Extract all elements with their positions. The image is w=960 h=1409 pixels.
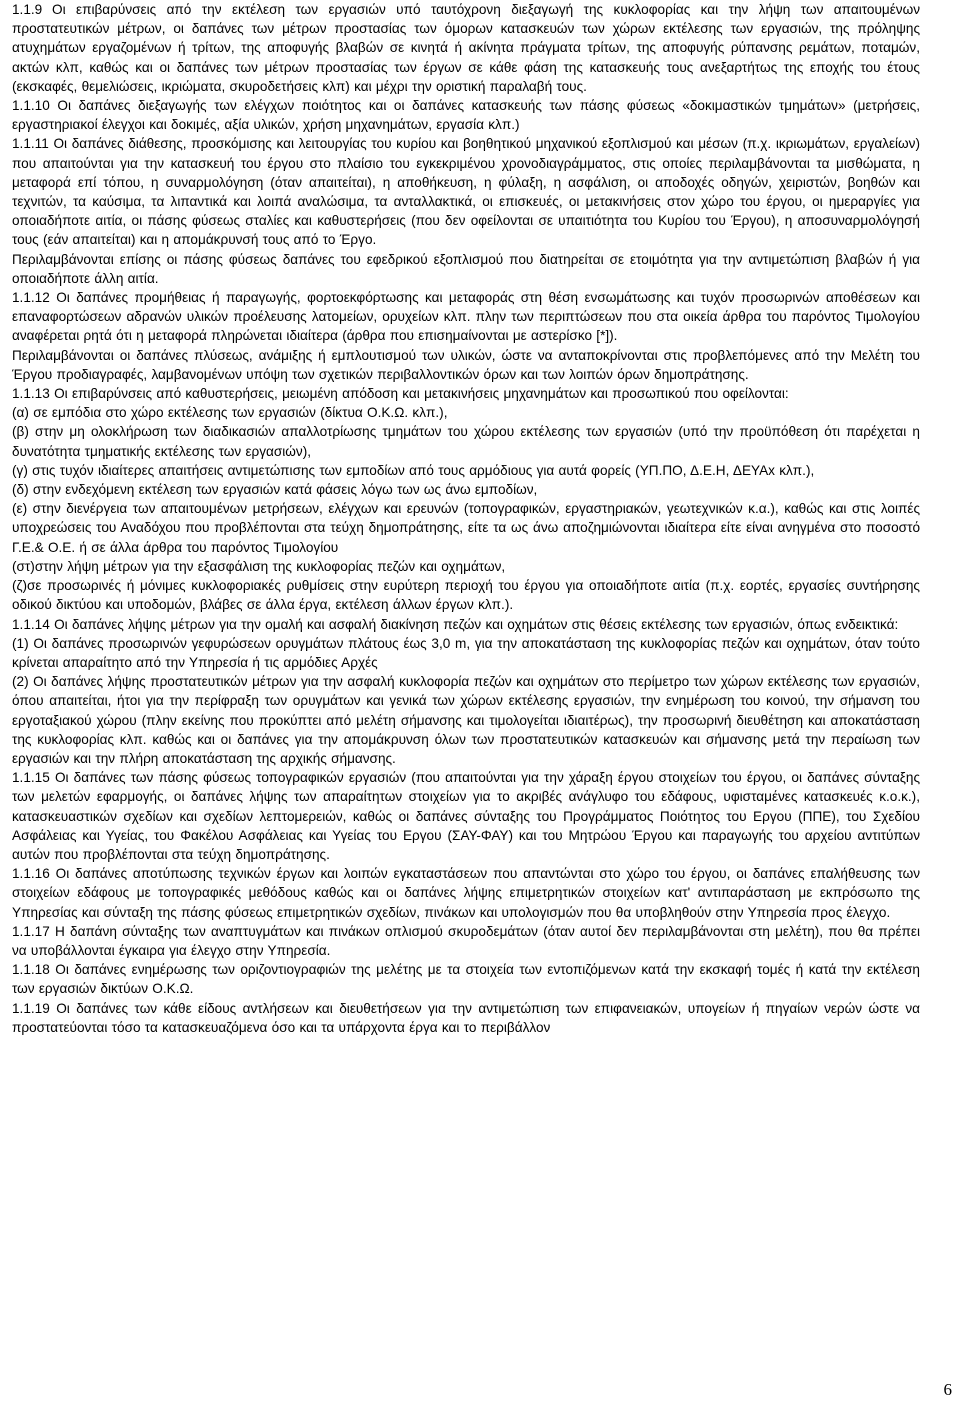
paragraph-1-1-18: 1.1.18 Οι δαπάνες ενημέρωσης των οριζοντιογραφιών της μελέτης με τα στοιχεία των εντοπιζόμενων κατά την εκσκαφή τομές ή κατά την εκτέλεση των εργασιών δικτύων Ο.Κ.Ω. (12, 962, 920, 997)
paragraph-text: Οι επιβαρύνσεις από την εκτέλεση των εργασιών υπό ταυτόχρονη διεξαγωγή της κυκλοφορίας και την λήψη των απαιτουμένων προστατευτικών μέτρων, οι δαπάνες των μέτρων προστασίας των όμορων κατασκευών των χώρων εκτέλεσης των εργασιών, της πρόληψης ατυχημάτων εργαζομένων ή τρίτων, της αποφυγής βλαβών σε κινητά ή ακίνητα πράγματα τρίτων, της αποφυγής ρύπανσης ρεμάτων, ποταμών, ακτών κλπ, καθώς και οι δαπάνες των μέτρων προστασίας των έργων σε κάθε φάση της κατασκευής τους ανεξαρτήτως της εποχής του έτους (εκσκαφές, θεμελιώσεις, ικριώματα, σκυροδετήσεις κλπ) και μέχρι την οριστική παραλαβή τους. (12, 2, 920, 94)
list-item-a: (α) σε εμπόδια στο χώρο εκτέλεσης των εργασιών (δίκτυα Ο.Κ.Ω. κλπ.), (12, 405, 448, 421)
paragraph-1-1-16: 1.1.16 Οι δαπάνες αποτύπωσης τεχνικών έργων και λοιπών εγκαταστάσεων που απαντώνται στο χώρο του έργου, οι δαπάνες επαλήθευσης των στοιχείων εδάφους με τοπογραφικές μεθόδους καθώς και οι δαπάνες λήψης επιμετρητικών στοιχείων κατ' αντιπαράσταση με εκπρόσωπο της Υπηρεσίας και σύνταξη της πάσης φύσεως επιμετρητικών σχεδίων, πινάκων και υπολογισμών που θα υποβληθούν στην Υπηρεσία προς έλεγχο. (12, 866, 920, 920)
paragraph-1-1-15: 1.1.15 Οι δαπάνες των πάσης φύσεως τοπογραφικών εργασιών (που απαιτούνται για την χάραξη έργου στοιχείων του έργου, οι δαπάνες σύνταξης των μελετών εφαρμογής, οι δαπάνες λήψης των απαραίτητων στοιχείων για το ακριβές ανάγλυφο του εδάφους, υφισταμένες κατασκευές κ.ο.κ.), κατασκευαστικών σχεδίων και σχεδίων λεπτομερειών, καθώς οι δαπάνες σύνταξης του Προγράμματος Ποιότητος του Εργου (ΠΠΕ), του Σχεδίου Ασφάλειας και Υγείας, του Φακέλου Ασφάλειας και Υγείας του Εργου (ΣΑΥ-ΦΑΥ) και του Μητρώου Έργου και παραγωγής του αρχείου αντιτύπων αυτών που προβλέπονται στα τεύχη δημοπράτησης. (12, 770, 920, 862)
paragraph-1-1-19: 1.1.19 Οι δαπάνες των κάθε είδους αντλήσεων και διευθετήσεων για την αντιμετώπιση των επιφανειακών, υπογείων ή πηγαίων νερών ώστε να προστατεύονται τόσο τα κατασκευαζόμενα όσο και τα υπάρχοντα έργα και το περιβάλλον (12, 1000, 920, 1035)
paragraph-1-1-9 (12, 0, 920, 96)
paragraph-number: 1.1.9 (12, 2, 43, 17)
paragraph-1-1-12-extra: Περιλαμβάνονται οι δαπάνες πλύσεως, ανάμιξης ή εμπλουτισμού των υλικών, ώστε να ανταποκρίνονται στις προβλεπόμενες από την Μελέτη του Έργου προδιαγραφές, λαμβανομένων υπόψη των σχετικών περιβαλλοντικών όρων και των λοιπών όρων δημοπράτησης. (12, 347, 920, 382)
paragraph-1-1-12: 1.1.12 Οι δαπάνες προμήθειας ή παραγωγής, φορτοεκφόρτωσης και μεταφοράς στη θέση ενσωμάτωσης και τυχόν προσωρινών αποθέσεων και επαναφορτώσεων αδρανών υλικών προέλευσης λατομείων, ορυχείων κλπ. πλην των περιπτώσεων που στα οικεία άρθρα του παρόντος Τιμολογίου αναφέρεται ρητά ότι η μεταφορά πληρώνεται ιδιαίτερα (άρθρα που επισημαίνονται με αστερίσκο [*]). (12, 290, 920, 344)
list-item-d: (δ) στην ενδεχόμενη εκτέλεση των εργασιών κατά φάσεις λόγω των ως άνω εμποδίων, (12, 482, 538, 498)
paragraph-1-1-11: 1.1.11 Οι δαπάνες διάθεσης, προσκόμισης και λειτουργίας του κυρίου και βοηθητικού μηχανικού εξοπλισμού και μέσων (π.χ. ικριωμάτων, εργαλείων) που απαιτούνται για την κατασκευή του έργου στο πλαίσιο του εγκεκριμένου χρονοδιαγράμματος, στις οποίες περιλαμβάνονται τα μισθώματα, η μεταφορά επί τόπου, η συναρμολόγηση (όταν απαιτείται), η αποθήκευση, η φύλαξη, η ασφάλιση, οι αποδοχές οδηγών, χειριστών, βοηθών και τεχνιτών, τα καύσιμα, τα λιπαντικά και λοιπά αναλώσιμα, τα ανταλλακτικά, οι επισκευές, οι μετακινήσεις στον χώρο του έργου, οι ημεραργίες για οποιαδήποτε αιτία, οι πάσης φύσεως σταλίες και καθυστερήσεις (που δεν οφείλονται σε υπαιτιότητα του Κυρίου του Έργου), η αποσυναρμολόγησή τους (εάν απαιτείται) και η απομάκρυνσή τους από το Έργο. (12, 136, 920, 248)
list-item-e: (ε) στην διενέργεια των απαιτουμένων μετρήσεων, ελέγχων και ερευνών (τοπογραφικών, εργαστηριακών, γεωτεχνικών κ.α.), καθώς και στις λοιπές υποχρεώσεις του Αναδόχου που προβλέπονται στα τεύχη δημοπράτησης, είτε τα ως άνω αποζημιώνονται ιδιαίτερα είτε είναι ανηγμένα στο ποσοστό Γ.Ε.& Ο.Ε. ή σε άλλα άρθρα του παρόντος Τιμολογίου (12, 501, 920, 555)
page-number: 6 (943, 1380, 952, 1399)
paragraph-1-1-13: 1.1.13 Οι επιβαρύνσεις από καθυστερήσεις, μειωμένη απόδοση και μετακινήσεις μηχανημάτων και προσωπικού που οφείλονται: (12, 386, 789, 402)
list-item-1: (1) Οι δαπάνες προσωρινών γεφυρώσεων ορυγμάτων πλάτους έως 3,0 m, για την αποκατάσταση της κυκλοφορίας πεζών και οχημάτων, όταν τούτο κρίνεται απαραίτητο από την Υπηρεσία ή τις αρμόδιες Αρχές (12, 635, 920, 670)
paragraph-1-1-14: 1.1.14 Οι δαπάνες λήψης μέτρων για την ομαλή και ασφαλή διακίνηση πεζών και οχημάτων στις θέσεις εκτέλεσης των εργασιών, όπως ενδεικτικά: (12, 616, 899, 632)
document-page (12, 0, 920, 1037)
paragraph-1-1-11-extra: Περιλαμβάνονται επίσης οι πάσης φύσεως δαπάνες του εφεδρικού εξοπλισμού που διατηρείται σε ετοιμότητα για την αντιμετώπιση βλαβών ή για οποιαδήποτε άλλη αιτία. (12, 251, 920, 286)
list-item-st: (στ)στην λήψη μέτρων για την εξασφάλιση της κυκλοφορίας πεζών και οχημάτων, (12, 558, 506, 574)
paragraph-1-1-10: 1.1.10 Οι δαπάνες διεξαγωγής των ελέγχων ποιότητος και οι δαπάνες κατασκευής των πάσης φύσεως «δοκιμαστικών τμημάτων» (μετρήσεις, εργαστηριακοί έλεγχοι και δοκιμές, αξία υλικών, χρήση μηχανημάτων, εργασία κλπ.) (12, 98, 920, 133)
list-item-z: (ζ)σε προσωρινές ή μόνιμες κυκλοφοριακές ρυθμίσεις στην ευρύτερη περιοχή του έργου για οποιαδήποτε αιτία (π.χ. εορτές, εργασίες συντήρησης οδικού δικτύου και υποδομών, βλάβες σε άλλα έργα, εκτέλεση άλλων έργων κλπ.). (12, 578, 920, 613)
list-item-2: (2) Οι δαπάνες λήψης προστατευτικών μέτρων για την ασφαλή κυκλοφορία πεζών και οχημάτων στο περίμετρο των χώρων εκτέλεσης των εργασιών, όπου απαιτείται, ήτοι για την περίφραξη των ορυγμάτων και γενικά των χώρων εκτέλεσης εργασιών, την ενημέρωση του κοινού, την σήμανση του εργοταξιακού χώρου (πλην εκείνης που προκύπτει από μελέτη σήμανσης και τιμολογείται ιδιαιτέρως), την προσωρινή διευθέτηση και αποκατάσταση της κυκλοφορίας κλπ. καθώς και οι δαπάνες για την απομάκρυνση όλων των προστατευτικών κατασκευών και σήμανσης μετά την περαίωση των εργασιών και την πλήρη αποκατάσταση της αρχικής σήμανσης. (12, 674, 920, 766)
paragraph-1-1-17: 1.1.17 Η δαπάνη σύνταξης των αναπτυγμάτων και πινάκων οπλισμού σκυροδεμάτων (όταν αυτοί δεν περιλαμβάνονται στη μελέτη), που θα πρέπει να υποβάλλονται έγκαιρα για έλεγχο στην Υπηρεσία. (12, 923, 920, 958)
list-item-b: (β) στην μη ολοκλήρωση των διαδικασιών απαλλοτρίωσης τμημάτων του χώρου εκτέλεσης των εργασιών (υπό την προϋπόθεση ότι παρέχεται η δυνατότητα τμηματικής εκτέλεσης των εργασιών), (12, 424, 920, 459)
list-item-c: (γ) στις τυχόν ιδιαίτερες απαιτήσεις αντιμετώπισης των εμποδίων από τους αρμόδιους για αυτά φορείς (ΥΠ.ΠΟ, Δ.Ε.Η, ΔΕΥΑx κλπ.), (12, 462, 815, 478)
